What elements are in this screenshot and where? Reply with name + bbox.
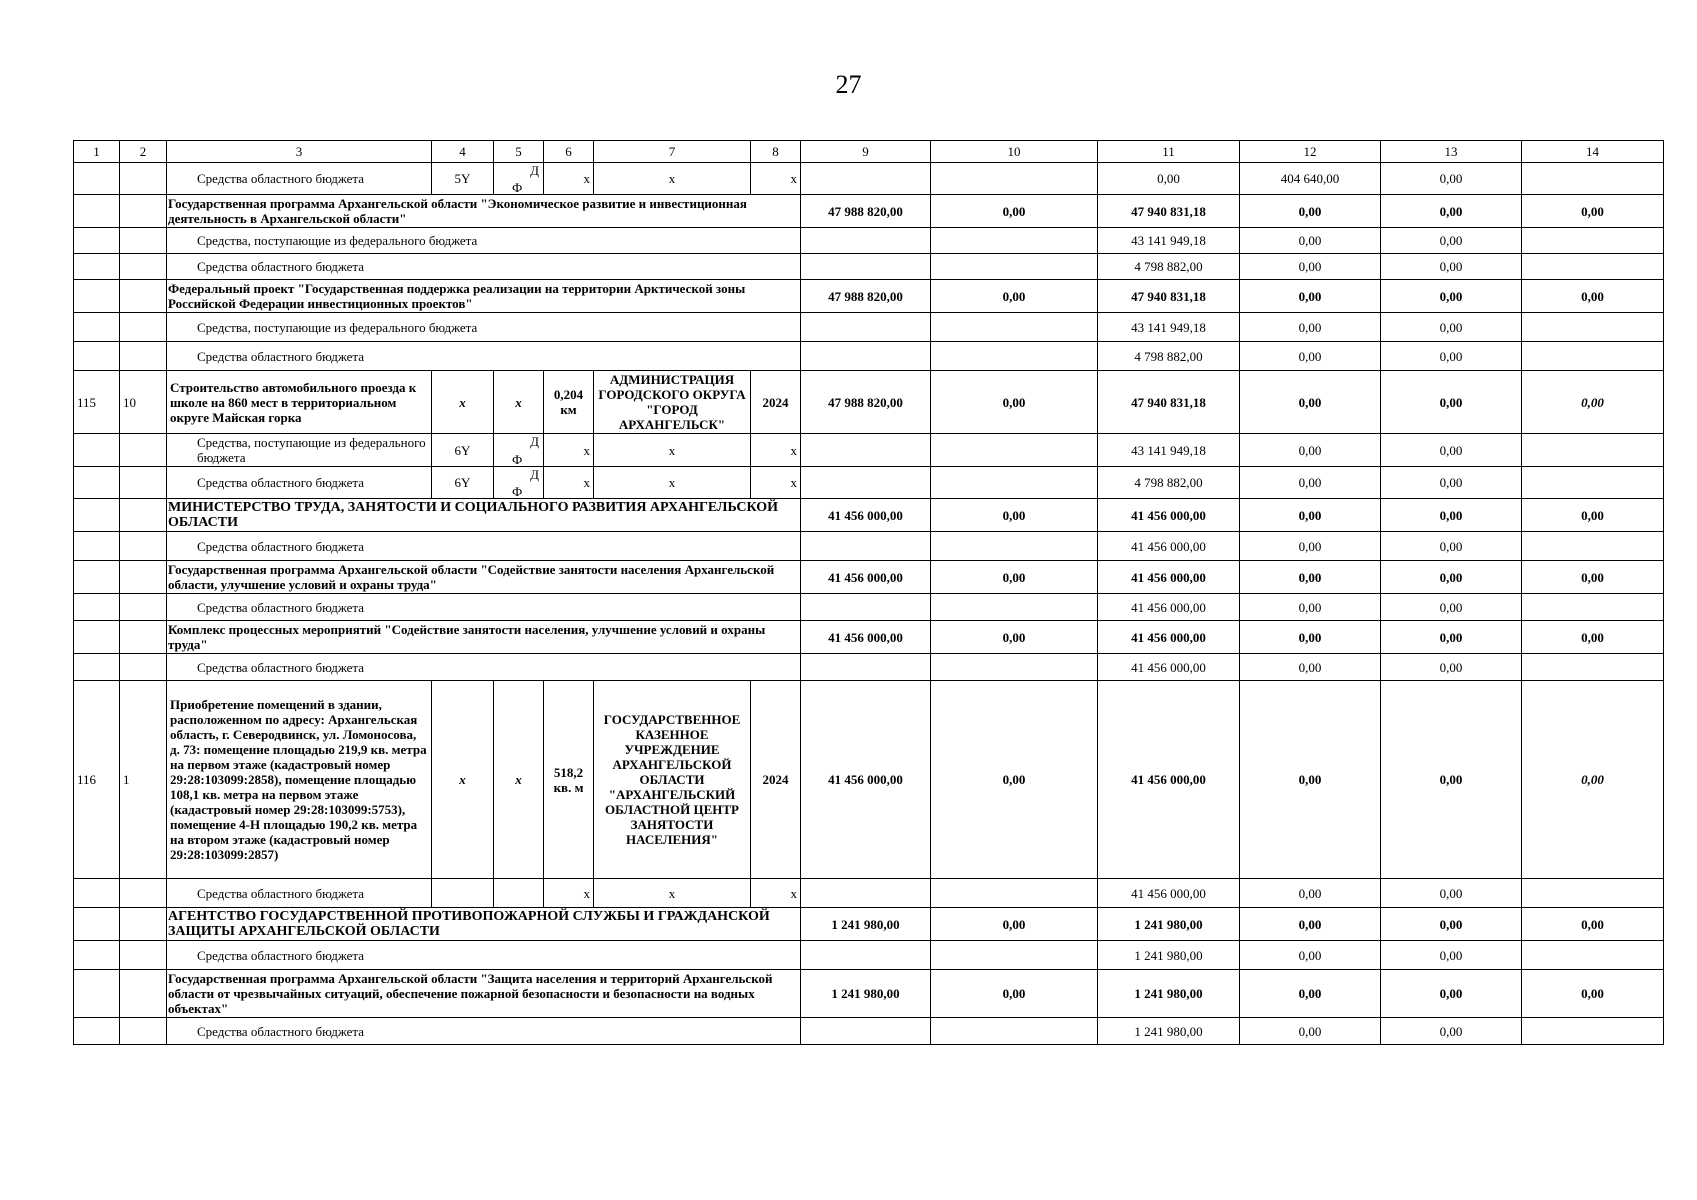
column-number-14: 14 [1522,141,1664,163]
col-7: х [594,163,751,195]
col-1 [74,467,120,499]
col-9 [801,594,931,621]
df-f: Ф [512,484,523,499]
col-13: 0,00 [1381,163,1522,195]
col-14: 0,00 [1522,970,1664,1018]
col-10 [931,434,1098,467]
funding-source-label: Средства областного бюджета [167,254,801,280]
col-12: 0,00 [1240,280,1381,313]
col-4: х [432,681,494,879]
col-2 [120,532,167,561]
col-13: 0,00 [1381,621,1522,654]
funding-source-label: Средства областного бюджета [167,654,801,681]
col-5 [494,879,544,908]
col-14 [1522,654,1664,681]
col-1 [74,532,120,561]
col-10: 0,00 [931,280,1098,313]
col-9 [801,163,931,195]
col-2 [120,434,167,467]
column-number-5: 5 [494,141,544,163]
col-11: 43 141 949,18 [1098,434,1240,467]
col-14 [1522,467,1664,499]
col-14 [1522,532,1664,561]
funding-source-label: Средства, поступающие из федерального бюджета [167,434,432,467]
col-10: 0,00 [931,621,1098,654]
capacity: 518,2 кв. м [544,681,594,879]
col-2 [120,561,167,594]
col-10 [931,941,1098,970]
col-13: 0,00 [1381,1018,1522,1045]
col-10 [931,532,1098,561]
table-row [74,908,1664,941]
budget-table [73,140,1664,1045]
col-9: 47 988 820,00 [801,195,931,228]
col-14 [1522,594,1664,621]
col-10 [931,879,1098,908]
col-10: 0,00 [931,499,1098,532]
col-1 [74,195,120,228]
col-13: 0,00 [1381,561,1522,594]
col-10 [931,1018,1098,1045]
col-1 [74,313,120,342]
col-1 [74,1018,120,1045]
col-2 [120,280,167,313]
col-10 [931,342,1098,371]
col-14 [1522,1018,1664,1045]
column-number-4: 4 [432,141,494,163]
col-2 [120,342,167,371]
col-7: х [594,467,751,499]
col-11: 41 456 000,00 [1098,594,1240,621]
col-9 [801,313,931,342]
col-11: 4 798 882,00 [1098,467,1240,499]
col-11: 1 241 980,00 [1098,908,1240,941]
col-10: 0,00 [931,908,1098,941]
col-10 [931,228,1098,254]
col-9: 41 456 000,00 [801,499,931,532]
df-f: Ф [512,180,523,195]
col-4 [432,879,494,908]
col-9 [801,654,931,681]
col-14: 0,00 [1522,908,1664,941]
col-2 [120,499,167,532]
col-4: 6Y [432,434,494,467]
col-12: 0,00 [1240,434,1381,467]
col-12: 0,00 [1240,621,1381,654]
table-row [74,879,1664,908]
table-row [74,681,1664,879]
col-6: х [544,467,594,499]
table-row [74,467,1664,499]
year: 2024 [751,371,801,434]
col-2 [120,654,167,681]
col-10 [931,654,1098,681]
col-10 [931,313,1098,342]
col-10 [931,254,1098,280]
col-9: 41 456 000,00 [801,621,931,654]
col-14: 0,00 [1522,499,1664,532]
col-11: 4 798 882,00 [1098,254,1240,280]
df-f: Ф [512,452,523,467]
item-number: 10 [120,371,167,434]
col-9: 47 988 820,00 [801,371,931,434]
col-10 [931,594,1098,621]
item-number: 1 [120,681,167,879]
col-13: 0,00 [1381,532,1522,561]
col-13: 0,00 [1381,941,1522,970]
col-13: 0,00 [1381,970,1522,1018]
column-number-2: 2 [120,141,167,163]
table-row [74,621,1664,654]
col-9 [801,228,931,254]
col-13: 0,00 [1381,879,1522,908]
column-number-11: 11 [1098,141,1240,163]
table-row [74,371,1664,434]
col-9: 1 241 980,00 [801,970,931,1018]
col-8: х [751,163,801,195]
table-row [74,228,1664,254]
col-1 [74,228,120,254]
col-4: 6Y [432,467,494,499]
funding-source-label: Средства областного бюджета [167,941,801,970]
col-9 [801,467,931,499]
col-13: 0,00 [1381,371,1522,434]
col-7: х [594,879,751,908]
col-10: 0,00 [931,970,1098,1018]
col-12: 0,00 [1240,654,1381,681]
table-row [74,280,1664,313]
col-13: 0,00 [1381,681,1522,879]
table-row [74,313,1664,342]
col-1 [74,594,120,621]
col-13: 0,00 [1381,467,1522,499]
col-11: 41 456 000,00 [1098,681,1240,879]
col-12: 0,00 [1240,941,1381,970]
program-name: Федеральный проект "Государственная поддержка реализации на территории Арктической зоны Российской Федерации инвестиционных проектов" [167,280,801,313]
funding-source-label: Средства областного бюджета [167,594,801,621]
col-1 [74,879,120,908]
col-9 [801,254,931,280]
col-9 [801,532,931,561]
col-10: 0,00 [931,681,1098,879]
col-14: 0,00 [1522,561,1664,594]
col-9 [801,342,931,371]
col-9 [801,879,931,908]
funding-source-label: Средства, поступающие из федерального бюджета [167,228,801,254]
funding-source-label: Средства областного бюджета [167,879,432,908]
col-1 [74,163,120,195]
col-12: 0,00 [1240,313,1381,342]
col-14 [1522,879,1664,908]
col-14 [1522,254,1664,280]
table-row [74,434,1664,467]
col-12: 0,00 [1240,561,1381,594]
col-4: 5Y [432,163,494,195]
row-number: 116 [74,681,120,879]
col-12: 0,00 [1240,1018,1381,1045]
program-name: Государственная программа Архангельской области "Экономическое развитие и инвестиционная деятельность в Архангельской области" [167,195,801,228]
col-13: 0,00 [1381,280,1522,313]
column-numbers-row [74,141,1664,163]
col-6: х [544,434,594,467]
col-9: 41 456 000,00 [801,561,931,594]
col-7: х [594,434,751,467]
col-11: 1 241 980,00 [1098,1018,1240,1045]
col-13: 0,00 [1381,195,1522,228]
ministry-name: АГЕНТСТВО ГОСУДАРСТВЕННОЙ ПРОТИВОПОЖАРНОЙ СЛУЖБЫ И ГРАЖДАНСКОЙ ЗАЩИТЫ АРХАНГЕЛЬСКОЙ ОБЛАСТИ [167,908,801,941]
col-14 [1522,313,1664,342]
table-row [74,561,1664,594]
column-number-12: 12 [1240,141,1381,163]
df-d: Д [530,434,539,449]
col-5: х [494,371,544,434]
col-5 [494,467,544,499]
col-11: 47 940 831,18 [1098,195,1240,228]
col-11: 47 940 831,18 [1098,371,1240,434]
table-row [74,941,1664,970]
table-row [74,163,1664,195]
col-11: 1 241 980,00 [1098,970,1240,1018]
col-13: 0,00 [1381,254,1522,280]
col-1 [74,342,120,371]
table-row [74,499,1664,532]
organization: ГОСУДАРСТВЕННОЕ КАЗЕННОЕ УЧРЕЖДЕНИЕ АРХАНГЕЛЬСКОЙ ОБЛАСТИ "АРХАНГЕЛЬСКИЙ ОБЛАСТНОЙ ЦЕНТР ЗАНЯТОСТИ НАСЕЛЕНИЯ" [594,681,751,879]
col-14: 0,00 [1522,621,1664,654]
col-14 [1522,228,1664,254]
col-11: 41 456 000,00 [1098,561,1240,594]
column-number-9: 9 [801,141,931,163]
col-14: 0,00 [1522,371,1664,434]
funding-source-label: Средства, поступающие из федерального бюджета [167,313,801,342]
col-11: 47 940 831,18 [1098,280,1240,313]
col-13: 0,00 [1381,908,1522,941]
col-5: х [494,681,544,879]
col-2 [120,467,167,499]
col-12: 0,00 [1240,195,1381,228]
col-12: 0,00 [1240,970,1381,1018]
col-10: 0,00 [931,195,1098,228]
program-name: Комплекс процессных мероприятий "Содействие занятости населения, улучшение условий и охраны труда" [167,621,801,654]
col-5 [494,434,544,467]
column-number-8: 8 [751,141,801,163]
col-1 [74,280,120,313]
col-11: 0,00 [1098,163,1240,195]
col-14: 0,00 [1522,280,1664,313]
col-9: 47 988 820,00 [801,280,931,313]
col-6: х [544,879,594,908]
table-row [74,1018,1664,1045]
funding-source-label: Средства областного бюджета [167,467,432,499]
funding-source-label: Средства областного бюджета [167,163,432,195]
col-12: 0,00 [1240,499,1381,532]
column-number-3: 3 [167,141,432,163]
column-number-7: 7 [594,141,751,163]
col-4: х [432,371,494,434]
col-1 [74,908,120,941]
col-9: 1 241 980,00 [801,908,931,941]
col-11: 41 456 000,00 [1098,499,1240,532]
column-number-10: 10 [931,141,1098,163]
col-12: 404 640,00 [1240,163,1381,195]
col-11: 43 141 949,18 [1098,313,1240,342]
col-8: х [751,879,801,908]
column-number-1: 1 [74,141,120,163]
col-1 [74,941,120,970]
col-10 [931,163,1098,195]
funding-source-label: Средства областного бюджета [167,342,801,371]
capacity: 0,204 км [544,371,594,434]
col-11: 1 241 980,00 [1098,941,1240,970]
df-d: Д [530,163,539,178]
col-1 [74,970,120,1018]
col-10 [931,467,1098,499]
col-1 [74,434,120,467]
row-number: 115 [74,371,120,434]
col-13: 0,00 [1381,342,1522,371]
col-13: 0,00 [1381,434,1522,467]
col-2 [120,228,167,254]
col-13: 0,00 [1381,228,1522,254]
col-11: 41 456 000,00 [1098,621,1240,654]
col-12: 0,00 [1240,371,1381,434]
ministry-name: МИНИСТЕРСТВО ТРУДА, ЗАНЯТОСТИ И СОЦИАЛЬНОГО РАЗВИТИЯ АРХАНГЕЛЬСКОЙ ОБЛАСТИ [167,499,801,532]
col-2 [120,594,167,621]
col-14: 0,00 [1522,195,1664,228]
col-2 [120,195,167,228]
col-2 [120,163,167,195]
col-14 [1522,342,1664,371]
col-11: 4 798 882,00 [1098,342,1240,371]
col-12: 0,00 [1240,532,1381,561]
col-9 [801,941,931,970]
col-13: 0,00 [1381,654,1522,681]
col-2 [120,908,167,941]
col-10: 0,00 [931,371,1098,434]
col-12: 0,00 [1240,228,1381,254]
col-12: 0,00 [1240,342,1381,371]
col-2 [120,879,167,908]
table-body [74,141,1664,1045]
funding-source-label: Средства областного бюджета [167,1018,801,1045]
col-11: 41 456 000,00 [1098,879,1240,908]
col-10: 0,00 [931,561,1098,594]
col-1 [74,254,120,280]
col-12: 0,00 [1240,879,1381,908]
col-11: 43 141 949,18 [1098,228,1240,254]
col-1 [74,621,120,654]
col-2 [120,254,167,280]
col-1 [74,654,120,681]
col-14 [1522,941,1664,970]
table-row [74,254,1664,280]
table-row [74,195,1664,228]
col-5 [494,163,544,195]
col-1 [74,561,120,594]
table-row [74,532,1664,561]
col-12: 0,00 [1240,254,1381,280]
col-11: 41 456 000,00 [1098,654,1240,681]
funding-source-label: Средства областного бюджета [167,532,801,561]
col-9: 41 456 000,00 [801,681,931,879]
col-13: 0,00 [1381,313,1522,342]
column-number-6: 6 [544,141,594,163]
year: 2024 [751,681,801,879]
organization: АДМИНИСТРАЦИЯ ГОРОДСКОГО ОКРУГА "ГОРОД АРХАНГЕЛЬСК" [594,371,751,434]
df-d: Д [530,467,539,482]
col-13: 0,00 [1381,499,1522,532]
col-2 [120,621,167,654]
table-row [74,594,1664,621]
col-12: 0,00 [1240,681,1381,879]
col-6: х [544,163,594,195]
col-9 [801,1018,931,1045]
column-number-13: 13 [1381,141,1522,163]
program-name: Государственная программа Архангельской области "Защита населения и территорий Архангельской области от чрезвычайных ситуаций, обеспечение пожарной безопасности и безопасности на водных объектах" [167,970,801,1018]
col-2 [120,313,167,342]
col-14: 0,00 [1522,681,1664,879]
col-2 [120,970,167,1018]
col-14 [1522,434,1664,467]
table-row [74,342,1664,371]
object-name: Приобретение помещений в здании, расположенном по адресу: Архангельская область, г. Северодвинск, ул. Ломоносова, д. 73: помещение площадью 219,9 кв. метра на первом этаже (кадастровый номер 29:28:103099:2858), помещение площадью 108,1 кв. метра на первом этаже (кадастровый номер 29:28:103099:5753), помещение 4-Н площадью 190,2 кв. метра на втором этаже (кадастровый номер 29:28:103099:2857) [167,681,432,879]
col-2 [120,1018,167,1045]
table-row [74,654,1664,681]
program-name: Государственная программа Архангельской области "Содействие занятости населения Архангельской области, улучшение условий и охраны труда" [167,561,801,594]
col-1 [74,499,120,532]
table-row [74,970,1664,1018]
object-name: Строительство автомобильного проезда к школе на 860 мест в территориальном округе Майская горка [167,371,432,434]
col-8: х [751,434,801,467]
col-11: 41 456 000,00 [1098,532,1240,561]
page-number: 27 [835,70,862,99]
col-12: 0,00 [1240,467,1381,499]
col-13: 0,00 [1381,594,1522,621]
col-9 [801,434,931,467]
col-8: х [751,467,801,499]
col-2 [120,941,167,970]
col-12: 0,00 [1240,908,1381,941]
col-12: 0,00 [1240,594,1381,621]
col-14 [1522,163,1664,195]
